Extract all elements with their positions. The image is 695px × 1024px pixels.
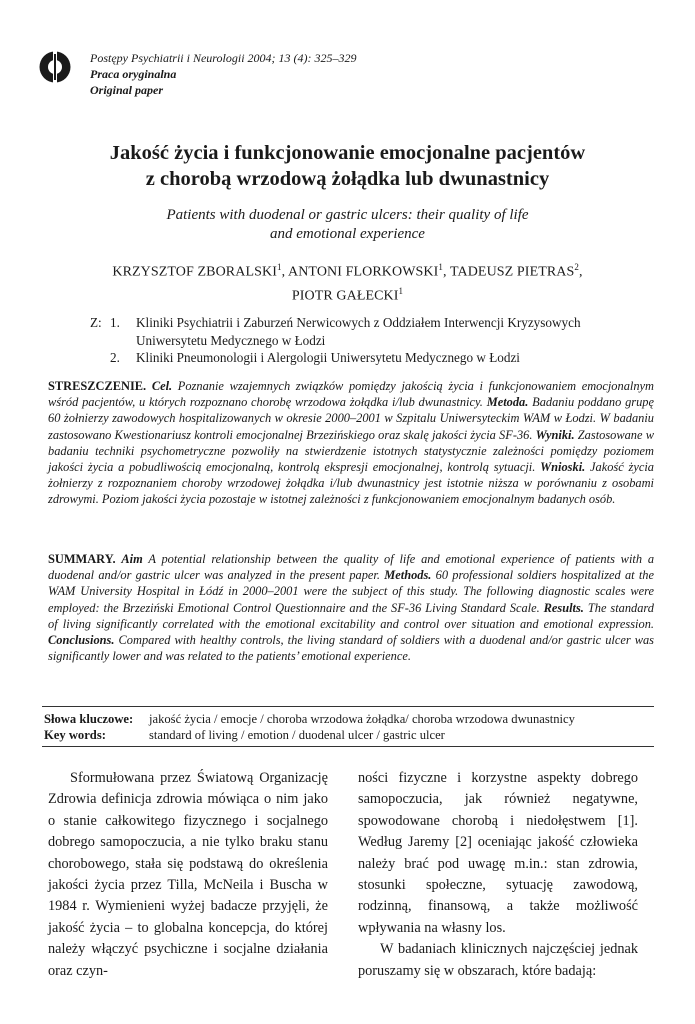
affiliation-text: Kliniki Psychiatrii i Zaburzeń Nerwicowych z Oddziałem Interwencji Kryzysowych — [136, 315, 581, 330]
divider — [42, 746, 654, 747]
body-paragraph: Sformułowana przez Światową Organizację Zdrowia definicja zdrowia mówiąca o nim jako o stanie całkowitego fizycznego i socjalnego dobrego samopoczucia, a nie tylko braku stanu chorobowego, stała się podstawą do określenia jakości życia przez Tilla, McNeila i Buscha w 1984 r. Wymienieni wyżej badacze przyjęli, że jakość życia – to globalna koncepcja, do której należy włączyć psychiczne i socjalne działania oraz czyn- — [48, 770, 328, 979]
author-name: TADEUSZ PIETRAS — [449, 264, 575, 280]
affiliation-number: 1. — [110, 315, 120, 330]
author-list: KRZYSZTOF ZBORALSKI$^1$, ANTONI FLORKOWSKI$^1$, TADEUSZ PIETRAS$^2$, PIOTR GAŁECKI$^1$ — [112, 262, 583, 304]
author-affil-mark: 1 — [276, 262, 282, 272]
abstract-label: STRESZCZENIE. — [48, 379, 147, 393]
abstract-text: Badaniu poddano grupę 60 żołnierzy zawodowych hospitalizowanych w okresie 2000–2001 w Szpitalu Uniwersyteckim WAM w Łodzi. W badaniu zastosowano Kwestionariusz kontroli emocjonalnej Brzezińskiego oraz skalę jakości życia SF-36. — [48, 395, 654, 442]
section-keyword: Methods. — [384, 568, 432, 583]
keywords-label: Key words: — [44, 728, 106, 742]
journal-header — [90, 50, 357, 98]
section-keyword: Metoda. — [486, 395, 529, 410]
abstract-text: The standard of living significantly correlated with the emotional excitability and control over situation and emotional expression. — [48, 600, 654, 631]
journal-citation: Postępy Psychiatrii i Neurologii 2004; 13 (4): 325–329 — [90, 51, 357, 65]
section-keyword: Conclusions. — [48, 633, 115, 648]
abstract-text: 60 professional soldiers hospitalized at the WAM University Hospital in Łódź in 2000–2001 were the subject of this study. The following diagnostic scales were employed: the Brzeziński Emotional Control Questionnaire and the SF-36 Living Standard Scale. — [48, 568, 654, 615]
keywords-value: standard of living / emotion / duodenal ulcer / gastric ulcer — [149, 728, 445, 742]
english-title-line-1: Patients with duodenal or gastric ulcers: their quality of life — [166, 207, 529, 223]
article-type-en: Original paper — [90, 83, 164, 97]
abstract-text: Compared with healthy controls, the living standard of soldiers with a duodenal and/or gastric ulcer was significantly lower and was related to the patients’ emotional experience. — [48, 633, 654, 664]
journal-logo-icon — [38, 50, 72, 84]
affiliations — [90, 314, 650, 367]
affiliation-item — [90, 314, 650, 349]
affiliation-text: Kliniki Pneumonologii i Alergologii Uniwersytetu Medycznego w Łodzi — [136, 350, 520, 365]
section-keyword: Aim — [121, 552, 143, 566]
affiliation-prefix: Z: — [90, 315, 102, 330]
keywords-value: jakość życia / emocje / choroba wrzodowa żołądka/ choroba wrzodowa dwunastnicy — [149, 712, 575, 726]
body-paragraph: W badaniach klinicznych najczęściej jednak poruszamy się w obszarach, które badają: — [358, 941, 638, 979]
abstract-text: A potential relationship between the quality of life and emotional experience of patients with a duodenal and/or gastric ulcer was analyzed in the present paper. — [48, 552, 655, 583]
author-affil-mark: 1 — [398, 285, 404, 296]
section-keyword: Cel. — [151, 379, 173, 393]
author-affil-mark: 1 — [438, 262, 444, 272]
abstract-text: Poznanie wzajemnych związków pomiędzy jakością życia i funkcjonowaniem emocjonalnym wśród pacjentów, u których rozpoznano chorobę wrzodowa żołądka i/lub dwunastnicy. — [48, 379, 654, 410]
abstract-label: SUMMARY. — [48, 552, 116, 566]
affiliation-item — [90, 349, 650, 367]
body-paragraph: ności fizyczne i korzystne aspekty dobrego samopoczucia, jak również negatywne, spowodowane chorobą i niedołęstwem [1]. Według Jaremy [2] oceniając jakość człowieka należy brać pod uwagę m.in.: stan zdrowia, stosunki społeczne, sytuację zawodową, rodzinną, finansową, a także możliwość wpływania na własny los. — [358, 770, 638, 936]
author-name: PIOTR GAŁECKI — [291, 288, 399, 304]
abstract-text: Jakość życia żołnierzy z rozpoznaniem choroby wrzodowej żołądka i/lub dwunastnicy jest istotnie niższa w porównaniu z osobami zdrowymi. Poziom jakości życia pozostaje w istotnej zależności z funkcjonowaniem emocjonalnym badanych osób. — [48, 460, 654, 507]
author-name: KRZYSZTOF ZBORALSKI — [112, 264, 277, 280]
body-column-right — [358, 768, 638, 982]
section-keyword: Wnioski. — [540, 460, 586, 475]
abstract-polish — [48, 378, 654, 508]
keywords-label: Słowa kluczowe: — [44, 712, 134, 726]
article-type-pl: Praca oryginalna — [90, 67, 177, 81]
title-line-1: Jakość życia i funkcjonowanie emocjonalne pacjentów — [109, 142, 586, 164]
section-keyword: Wyniki. — [535, 427, 575, 442]
affiliation-number: 2. — [110, 350, 120, 365]
english-title-line-2: and emotional experience — [270, 226, 425, 242]
body-column-left — [48, 768, 328, 982]
abstract-text: Zastosowane w badaniu techniki psychometryczne pozwoliły na stwierdzenie istotnych statystycznie zależności pomiędzy poziomem jakości życia a pobudliwością emocjonalną, kontrolą ekspresji emocjonalnej, kontrolą sytuacji. — [48, 427, 654, 475]
author-affil-mark: 2 — [574, 262, 580, 272]
author-name: ANTONI FLORKOWSKI — [288, 264, 439, 280]
title-line-2: z chorobą wrzodową żołądka lub dwunastnicy — [145, 168, 550, 190]
keywords-polish — [44, 711, 575, 727]
affiliation-text: Uniwersytetu Medycznego w Łodzi — [136, 332, 326, 348]
divider — [42, 706, 654, 707]
english-title — [60, 206, 635, 244]
keywords-english — [44, 727, 445, 743]
section-keyword: Results. — [543, 600, 584, 615]
abstract-english — [48, 551, 654, 664]
article-title — [40, 140, 655, 192]
